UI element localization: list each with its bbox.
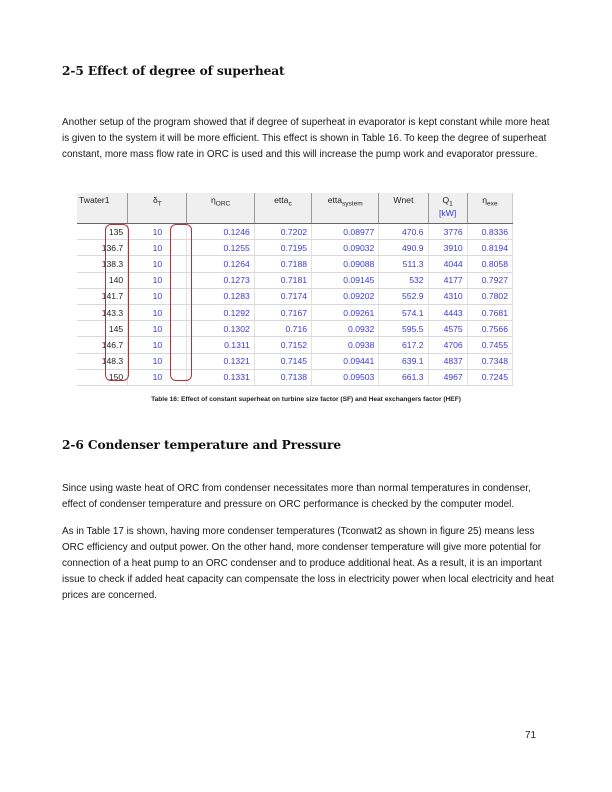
table-cell: 0.09441 <box>312 353 379 369</box>
table-cell: 150 <box>77 369 128 385</box>
table-cell: 140 <box>77 272 128 288</box>
highlight-delta-t-column <box>170 224 192 381</box>
table-cell: 0.09088 <box>312 256 379 272</box>
table-cell: 10 <box>128 224 187 240</box>
paragraph-condenser-1 <box>62 481 554 513</box>
page-number: 71 <box>525 730 536 741</box>
table-cell: 0.7181 <box>254 272 311 288</box>
paragraph-text: As in Table 17 is shown, having more condenser temperatures (Tconwat2 as shown in figure 25) means less ORC efficiency and output power. On the other hand, more condenser temperature will give more potential for connection of a heat pump to an ORC condenser and to produce additional heat. As a result, it is an important issue to check if added heat capacity can compensate the loss in electricity power when local electricity and heat prices are concerned. <box>62 526 554 601</box>
table-cell: 0.7188 <box>254 256 311 272</box>
header-etta-c: etta$_c$ <box>254 193 311 224</box>
table-cell: 0.7174 <box>254 288 311 304</box>
table-cell: 4310 <box>428 288 467 304</box>
header-etta-system: etta$_{system}$ <box>312 193 379 224</box>
section-title: Effect of degree of superheat <box>87 64 285 78</box>
table-cell: 532 <box>379 272 428 288</box>
table-row <box>77 304 513 320</box>
paragraph-condenser-2 <box>62 524 554 604</box>
table-cell: 639.1 <box>379 353 428 369</box>
table-cell: 0.7245 <box>467 369 512 385</box>
section-heading-2-6 <box>62 438 341 452</box>
header-wnet: Wnet <box>379 193 428 224</box>
table-cell: 0.0938 <box>312 337 379 353</box>
table-row <box>77 353 513 369</box>
highlight-twater-column <box>105 224 129 381</box>
results-table <box>77 193 513 386</box>
table-cell: 0.7566 <box>467 321 512 337</box>
table-cell: 0.1311 <box>187 337 254 353</box>
table-cell: 0.1246 <box>187 224 254 240</box>
table-16 <box>77 193 513 386</box>
table-cell: 10 <box>128 353 187 369</box>
table-cell: 511.3 <box>379 256 428 272</box>
table-cell: 143.3 <box>77 304 128 320</box>
table-cell: 3910 <box>428 240 467 256</box>
table-cell: 0.7145 <box>254 353 311 369</box>
table-cell: 0.1264 <box>187 256 254 272</box>
table-cell: 10 <box>128 240 187 256</box>
table-cell: 0.1273 <box>187 272 254 288</box>
table-cell: 0.7455 <box>467 337 512 353</box>
table-cell: 10 <box>128 304 187 320</box>
table-cell: 552.9 <box>379 288 428 304</box>
table-header-row <box>77 193 513 224</box>
table-cell: 10 <box>128 321 187 337</box>
table-cell: 10 <box>128 272 187 288</box>
header-q1: $Q_1$ [kW] <box>428 193 467 224</box>
table-cell: 0.7802 <box>467 288 512 304</box>
table-cell: 470.6 <box>379 224 428 240</box>
table-cell: 4706 <box>428 337 467 353</box>
table-cell: 595.5 <box>379 321 428 337</box>
table-row <box>77 240 513 256</box>
table-cell: 0.09032 <box>312 240 379 256</box>
header-twater1: Twater1 <box>77 193 128 224</box>
table-cell: 138.3 <box>77 256 128 272</box>
table-cell: 0.0932 <box>312 321 379 337</box>
table-cell: 135 <box>77 224 128 240</box>
table-cell: 145 <box>77 321 128 337</box>
table-cell: 10 <box>128 337 187 353</box>
table-cell: 0.716 <box>254 321 311 337</box>
table-cell: 0.08977 <box>312 224 379 240</box>
table-cell: 4837 <box>428 353 467 369</box>
section-number: 2-5 <box>62 64 84 78</box>
table-cell: 148.3 <box>77 353 128 369</box>
table-cell: 3776 <box>428 224 467 240</box>
table-body <box>77 224 513 386</box>
table-cell: 0.7681 <box>467 304 512 320</box>
table-cell: 574.1 <box>379 304 428 320</box>
table-cell: 0.1255 <box>187 240 254 256</box>
table-cell: 490.9 <box>379 240 428 256</box>
table-row <box>77 337 513 353</box>
section-number: 2-6 <box>62 438 84 452</box>
header-delta-t: $\delta_T$ <box>128 193 187 224</box>
table-cell: 0.09202 <box>312 288 379 304</box>
table-cell: 10 <box>128 288 187 304</box>
table-row <box>77 288 513 304</box>
table-cell: 136.7 <box>77 240 128 256</box>
table-row <box>77 272 513 288</box>
table-cell: 4967 <box>428 369 467 385</box>
table-cell: 0.09261 <box>312 304 379 320</box>
table-cell: 0.09503 <box>312 369 379 385</box>
table-cell: 0.7927 <box>467 272 512 288</box>
table-cell: 0.7202 <box>254 224 311 240</box>
table-cell: 0.1321 <box>187 353 254 369</box>
table-cell: 0.8194 <box>467 240 512 256</box>
table-row <box>77 369 513 385</box>
table-row <box>77 224 513 240</box>
section-heading-2-5 <box>62 64 285 78</box>
paragraph-text: Another setup of the program showed that if degree of superheat in evaporator is kept constant while more heat is given to the system it will be more efficient. This effect is shown in Table 16. To keep the degree of superheat constant, more mass flow rate in ORC is used and this will increase the pump work and evaporator pressure. <box>62 117 550 160</box>
table-cell: 0.7138 <box>254 369 311 385</box>
table-row <box>77 321 513 337</box>
table-caption: Table 16: Effect of constant superheat on turbine size factor (SF) and Heat exchangers factor (HEF) <box>151 396 461 403</box>
table-cell: 617.2 <box>379 337 428 353</box>
section-title: Condenser temperature and Pressure <box>87 438 341 452</box>
table-cell: 0.8336 <box>467 224 512 240</box>
table-cell: 4044 <box>428 256 467 272</box>
table-cell: 0.7348 <box>467 353 512 369</box>
table-cell: 10 <box>128 369 187 385</box>
table-cell: 0.7195 <box>254 240 311 256</box>
table-cell: 146.7 <box>77 337 128 353</box>
header-eta-exe: $\eta_{exe}$ <box>467 193 512 224</box>
table-cell: 0.7167 <box>254 304 311 320</box>
paragraph-superheat <box>62 115 554 163</box>
table-cell: 0.7152 <box>254 337 311 353</box>
table-row <box>77 256 513 272</box>
table-cell: 0.1283 <box>187 288 254 304</box>
table-cell: 661.3 <box>379 369 428 385</box>
table-cell: 0.1331 <box>187 369 254 385</box>
table-cell: 0.1292 <box>187 304 254 320</box>
table-cell: 0.09145 <box>312 272 379 288</box>
header-eta-orc: $\eta_{ORC}$ <box>187 193 254 224</box>
table-cell: 4443 <box>428 304 467 320</box>
table-cell: 10 <box>128 256 187 272</box>
table-cell: 0.1302 <box>187 321 254 337</box>
paragraph-text: Since using waste heat of ORC from condenser necessitates more than normal temperatures in condenser, effect of condenser temperature and pressure on ORC performance is checked by the computer model. <box>62 483 531 510</box>
table-cell: 0.8058 <box>467 256 512 272</box>
table-cell: 141.7 <box>77 288 128 304</box>
table-cell: 4177 <box>428 272 467 288</box>
table-cell: 4575 <box>428 321 467 337</box>
